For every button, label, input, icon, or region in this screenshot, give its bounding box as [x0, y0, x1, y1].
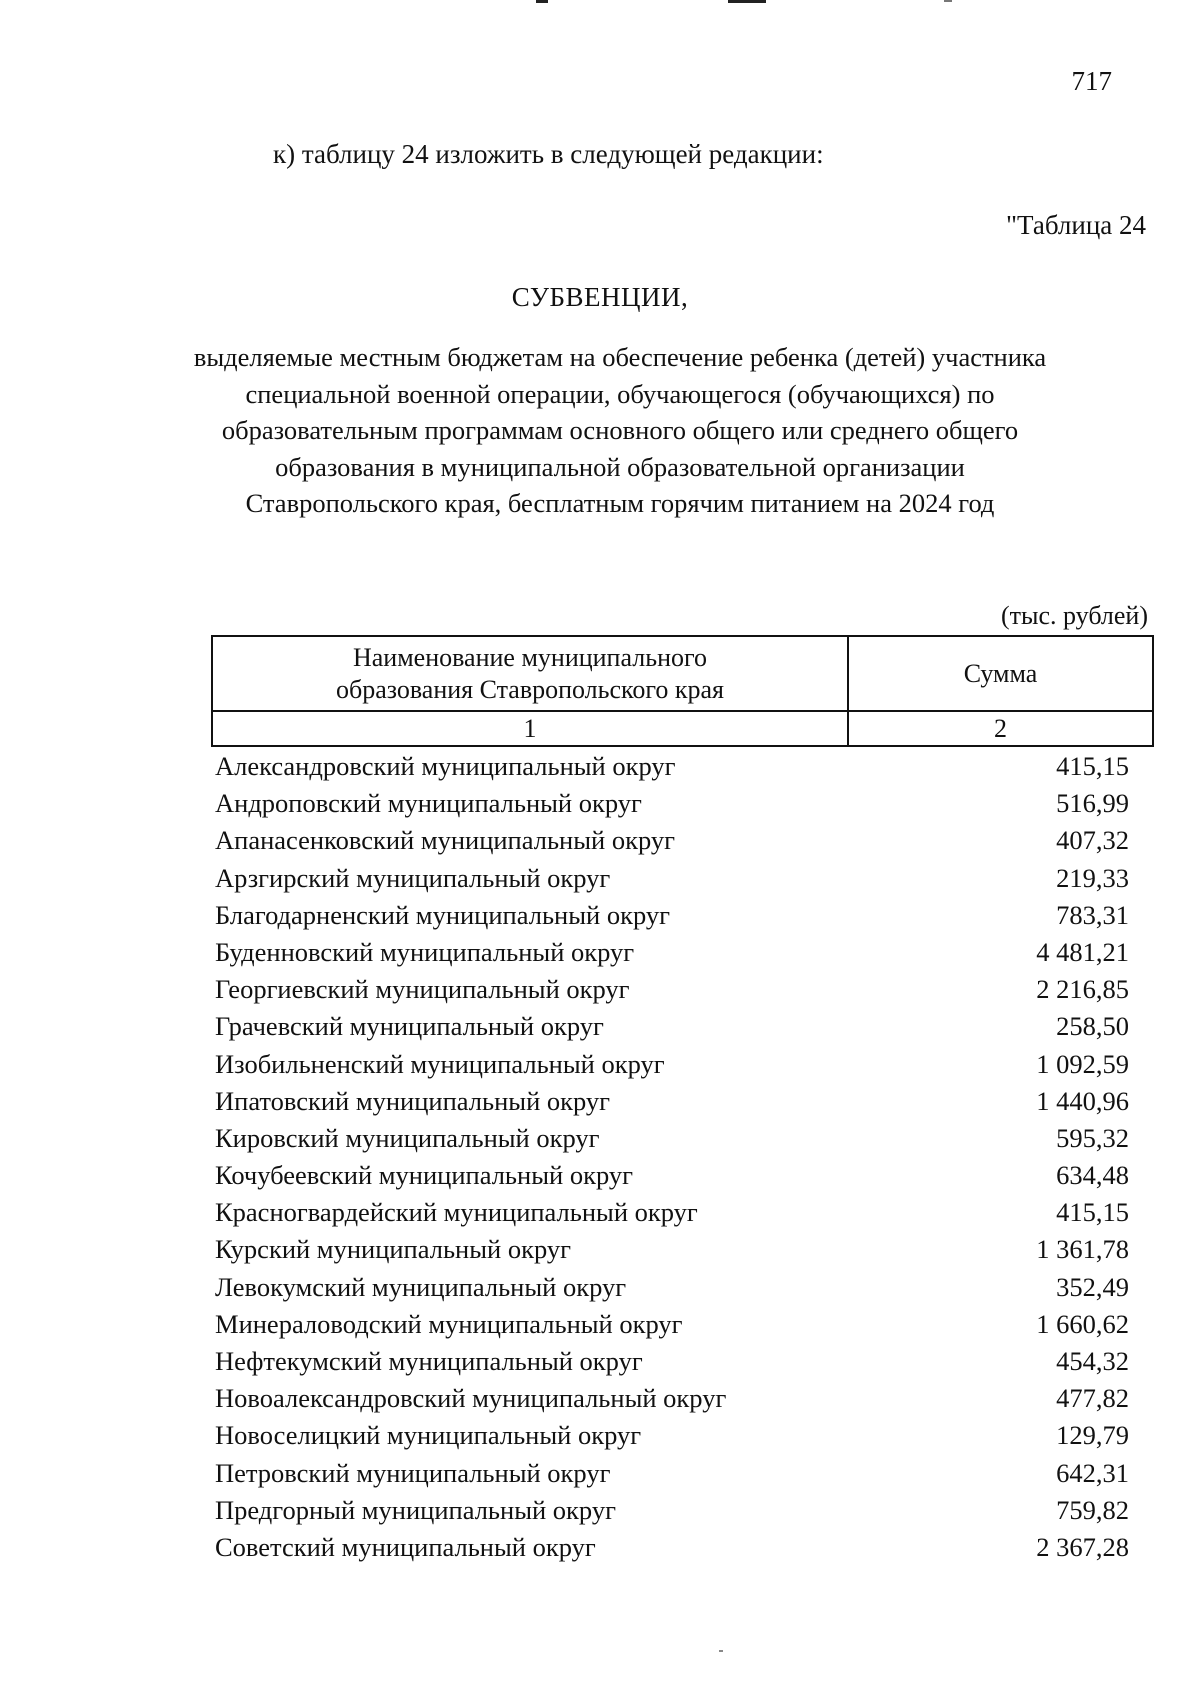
municipality-name: Апанасенковский муниципальный округ [215, 825, 675, 856]
table-row [211, 1083, 1131, 1120]
subsidy-amount: 595,32 [1056, 1122, 1129, 1153]
table-row [211, 1455, 1131, 1492]
subsidy-amount: 1 092,59 [1036, 1048, 1129, 1079]
table-row [211, 1120, 1131, 1157]
subtitle-line: образовательным программам основного общего или среднего общего [221, 415, 1019, 445]
municipality-name: Петровский муниципальный округ [215, 1457, 611, 1488]
table-row [211, 1008, 1131, 1045]
municipality-name: Благодарненский муниципальный округ [215, 899, 670, 930]
scan-speck [719, 1650, 723, 1652]
municipality-name: Буденновский муниципальный округ [215, 936, 635, 967]
table-row [211, 971, 1131, 1008]
subtitle-line: специальной военной операции, обучающегося (обучающихся) по [245, 378, 995, 409]
table-row [211, 897, 1131, 934]
municipality-name: Новоселицкий муниципальный округ [215, 1420, 642, 1451]
column-header-amount: Сумма [963, 659, 1038, 688]
column-header-name-line: Наименование муниципального [352, 643, 708, 672]
subsidy-amount: 783,31 [1056, 899, 1129, 930]
subsidy-amount: 407,32 [1056, 825, 1129, 856]
table-column-numbers-row [213, 710, 1152, 745]
municipality-name: Арзгирский муниципальный округ [215, 862, 611, 893]
table-row [211, 1529, 1131, 1566]
municipality-name: Курский муниципальный округ [215, 1234, 571, 1265]
subsidy-amount: 642,31 [1056, 1457, 1129, 1488]
subsidy-amount: 477,82 [1056, 1383, 1129, 1414]
table-header [211, 635, 1154, 747]
page-number: 717 [1071, 66, 1112, 96]
subsidy-amount: 415,15 [1056, 1197, 1129, 1228]
table-row [211, 1343, 1131, 1380]
subsidy-amount: 415,15 [1056, 751, 1129, 781]
table-row [211, 1231, 1131, 1268]
municipality-name: Грачевский муниципальный округ [215, 1011, 604, 1042]
municipality-name: Новоалександровский муниципальный округ [215, 1383, 727, 1414]
subsidy-amount: 352,49 [1056, 1271, 1129, 1302]
units-label: (тыс. рублей) [1000, 601, 1148, 630]
subsidy-amount: 759,82 [1056, 1494, 1129, 1525]
subsidy-amount: 1 361,78 [1036, 1234, 1129, 1265]
municipality-name: Нефтекумский муниципальный округ [215, 1346, 643, 1376]
scan-mark [728, 0, 766, 3]
municipality-name: Кочубеевский муниципальный округ [215, 1160, 633, 1191]
column-number-1: 1 [213, 712, 849, 745]
subsidy-amount: 4 481,21 [1036, 936, 1129, 967]
column-number-2: 2 [994, 714, 1007, 743]
table-header-row [213, 637, 1152, 710]
column-header-name [213, 637, 849, 710]
table-row [211, 1269, 1131, 1306]
subsidy-amount: 516,99 [1056, 788, 1129, 819]
municipality-name: Андроповский муниципальный округ [215, 788, 642, 819]
municipality-name: Предгорный муниципальный округ [215, 1494, 616, 1525]
subsidy-amount: 129,79 [1056, 1420, 1129, 1451]
municipality-name: Александровский муниципальный округ [215, 751, 676, 781]
municipality-name: Георгиевский муниципальный округ [215, 974, 630, 1005]
table-row [211, 1417, 1131, 1454]
scan-mark [536, 0, 548, 3]
subsidy-amount: 454,32 [1056, 1346, 1129, 1376]
subsidy-amount: 258,50 [1056, 1011, 1129, 1042]
table-row [211, 934, 1131, 971]
subtitle-line: выделяемые местным бюджетам на обеспечение ребенка (детей) участника [193, 342, 1047, 372]
table-row [211, 822, 1131, 859]
document-subtitle [150, 339, 1090, 522]
subsidy-amount: 219,33 [1056, 862, 1129, 893]
table-row [211, 1306, 1131, 1343]
table-row [211, 1380, 1131, 1417]
table-row [211, 748, 1131, 785]
table-row [211, 860, 1131, 897]
instruction-text: к) таблицу 24 изложить в следующей редакции: [273, 139, 824, 169]
table-row [211, 1492, 1131, 1529]
municipality-name: Левокумский муниципальный округ [215, 1271, 627, 1302]
municipality-name: Изобильненский муниципальный округ [215, 1048, 665, 1079]
subsidy-amount: 2 216,85 [1036, 974, 1129, 1005]
municipality-name: Ипатовский муниципальный округ [215, 1085, 611, 1116]
column-header-name-line: образования Ставропольского края [335, 675, 725, 704]
subtitle-line: Ставропольского края, бесплатным горячим питанием на 2024 год [245, 488, 995, 518]
municipality-name: Минераловодский муниципальный округ [215, 1308, 683, 1339]
table-row [211, 1157, 1131, 1194]
table-body [211, 748, 1131, 1566]
subtitle-line: образования в муниципальной образовательной организации [275, 451, 965, 482]
municipality-name: Красногвардейский муниципальный округ [215, 1197, 698, 1228]
subsidy-amount: 2 367,28 [1036, 1531, 1129, 1562]
table-row [211, 785, 1131, 822]
subsidy-amount: 1 660,62 [1036, 1308, 1129, 1339]
document-title: СУБВЕНЦИИ, [511, 282, 689, 312]
table-row [211, 1194, 1131, 1231]
table-reference: "Таблица 24 [1006, 210, 1146, 240]
municipality-name: Советский муниципальный округ [215, 1531, 596, 1562]
subsidy-amount: 634,48 [1056, 1160, 1129, 1191]
scan-mark [944, 0, 952, 2]
table-row [211, 1046, 1131, 1083]
subsidy-amount: 1 440,96 [1036, 1085, 1129, 1116]
municipality-name: Кировский муниципальный округ [215, 1122, 600, 1153]
